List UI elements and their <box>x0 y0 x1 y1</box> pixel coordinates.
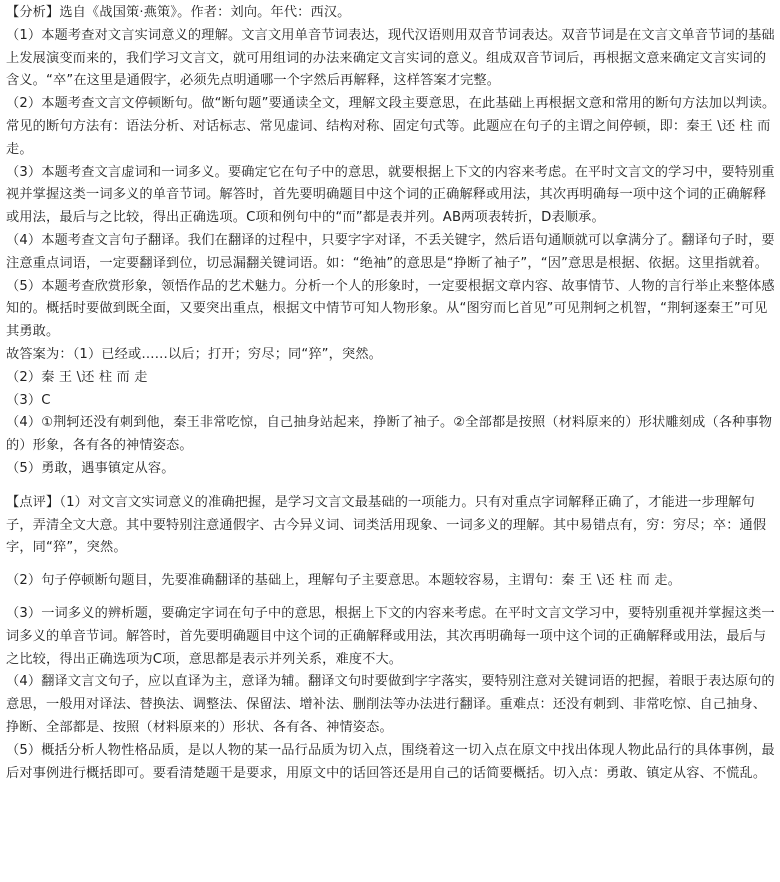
comment-spacer <box>6 560 776 570</box>
analysis-header: 【分析】选自《战国策·燕策》。作者：刘向。年代：西汉。 <box>6 5 351 20</box>
analysis-item-2: （2）本题考查文言文停顿断句。做“断句题”要通读全文，理解文段主要意思，在此基础上再根据文意和常用的断句方法加以判读。常见的断句方法有：语法分析、对话标志、常见虚词、结构对称、固定句式等。此题应在句子的主谓之间停顿，即：秦王 \还 柱 而 走。 <box>6 96 776 157</box>
analysis-item-5: （5）本题考查欣赏形象，领悟作品的艺术魅力。分析一个人的形象时，一定要根据文章内容、故事情节、人物的言行举止来整体感知的。概括时要做到既全面，又要突出重点，根据文中情节可知人物形象。从“图穷而匕首见”可见荆轲之机智，“荆轲逐秦王”可见其勇敢。 <box>6 278 775 340</box>
analysis-item-4: （4）本题考查文言句子翻译。我们在翻译的过程中，只要字字对译，不丢关键字，然后语句通顺就可以拿满分了。翻译句子时，要注意重点词语，一定要翻译到位，切忌漏翻关键词语。如：“绝袖”的意思是“挣断了袖子”，“因”意思是根据、依据。这里指就着。 <box>6 232 775 271</box>
answer-item-2: （2）秦 王 \还 柱 而 走 <box>6 369 148 385</box>
comment-item-2: （2）句子停顿断句题目，先要准确翻译的基础上，理解句子主要意思。本题较容易，主谓句：秦 王 \还 柱 而 走。 <box>6 573 682 589</box>
comment-item-4: （4）翻译文言文句子，应以直译为主，意译为辅。翻译文句时要做到字字落实，要特别注意对关键词语的把握，着眼于表达原句的意思，一般用对译法、替换法、调整法、保留法、增补法、删削法等办法进行翻译。重难点：还没有刺到、非常吃惊、自己抽身、挣断、全部都是、按照（材料原来的）形状、各有各、神情姿态。 <box>6 674 775 735</box>
comment-spacer <box>6 593 776 603</box>
answer-item-4: （4）①荆轲还没有刺到他，秦王非常吃惊，自己抽身站起来，挣断了袖子。②全部都是按照（材料原来的）形状雕刻成（各种事物的）形象，各有各的神情姿态。 <box>6 415 773 454</box>
answer-item-5: （5）勇敢，遇事镇定从容。 <box>6 460 175 476</box>
answer-item-1: 故答案为：（1）已经或……以后；打开；穷尽；同“猝”，突然。 <box>6 346 383 362</box>
comment-item-5: （5）概括分析人物性格品质，是以人物的某一品行品质为切入点，围绕着这一切入点在原文中找出体现人物此品行的具体事例，最后对事例进行概括即可。要看清楚题干是要求，用原文中的话回答还是用自己的话简要概括。切入点：勇敢、镇定从容、不慌乱。 <box>6 742 775 781</box>
answer-item-3: （3）C <box>6 392 51 408</box>
analysis-item-1: （1）本题考查对文言实词意义的理解。文言文用单音节词表达，现代汉语则用双音节词表达。双音节词是在文言文单音节词的基础上发展演变而来的，我们学习文言文，就可用组词的办法来确定文言实词的意义。组成双音节词后，再根据文意来确定文言实词的含义。“卒”在这里是通假字，必须先点明通哪一个字然后再解释，这样答案才完整。 <box>6 27 775 89</box>
section-spacer <box>6 481 776 492</box>
comment-item-3: （3）一词多义的辨析题，要确定字词在句子中的意思，根据上下文的内容来考虑。在平时文言文学习中，要特别重视并掌握这类一词多义的单音节词。解答时，首先要明确题目中这个词的正确解释或用法，其次再明确每一项中这个词的正确解释或用法，最后与之比较，得出正确选项为C项，意思都是表示并列关系，难度不大。 <box>6 605 775 667</box>
analysis-item-3: （3）本题考查文言虚词和一词多义。要确定它在句子中的意思，就要根据上下文的内容来考虑。在平时文言文的学习中，要特别重视并掌握这类一词多义的单音节词。解答时，首先要明确题目中这个词的正确解释或用法，其次再明确每一项中这个词的正确解释或用法，最后与之比较，得出正确选项。C项和例句中的“而”都是表并列。AB两项表转折，D表顺承。 <box>6 164 775 226</box>
comment-item-1: 【点评】（1）对文言文实词意义的准确把握，是学习文言文最基础的一项能力。只有对重点字词解释正确了，才能进一步理解句子，弄清全文大意。其中要特别注意通假字、古今异义词、词类活用现象、一词多义的理解。其中易错点有，穷：穷尽；卒：通假字，同“猝”，突然。 <box>6 494 767 556</box>
